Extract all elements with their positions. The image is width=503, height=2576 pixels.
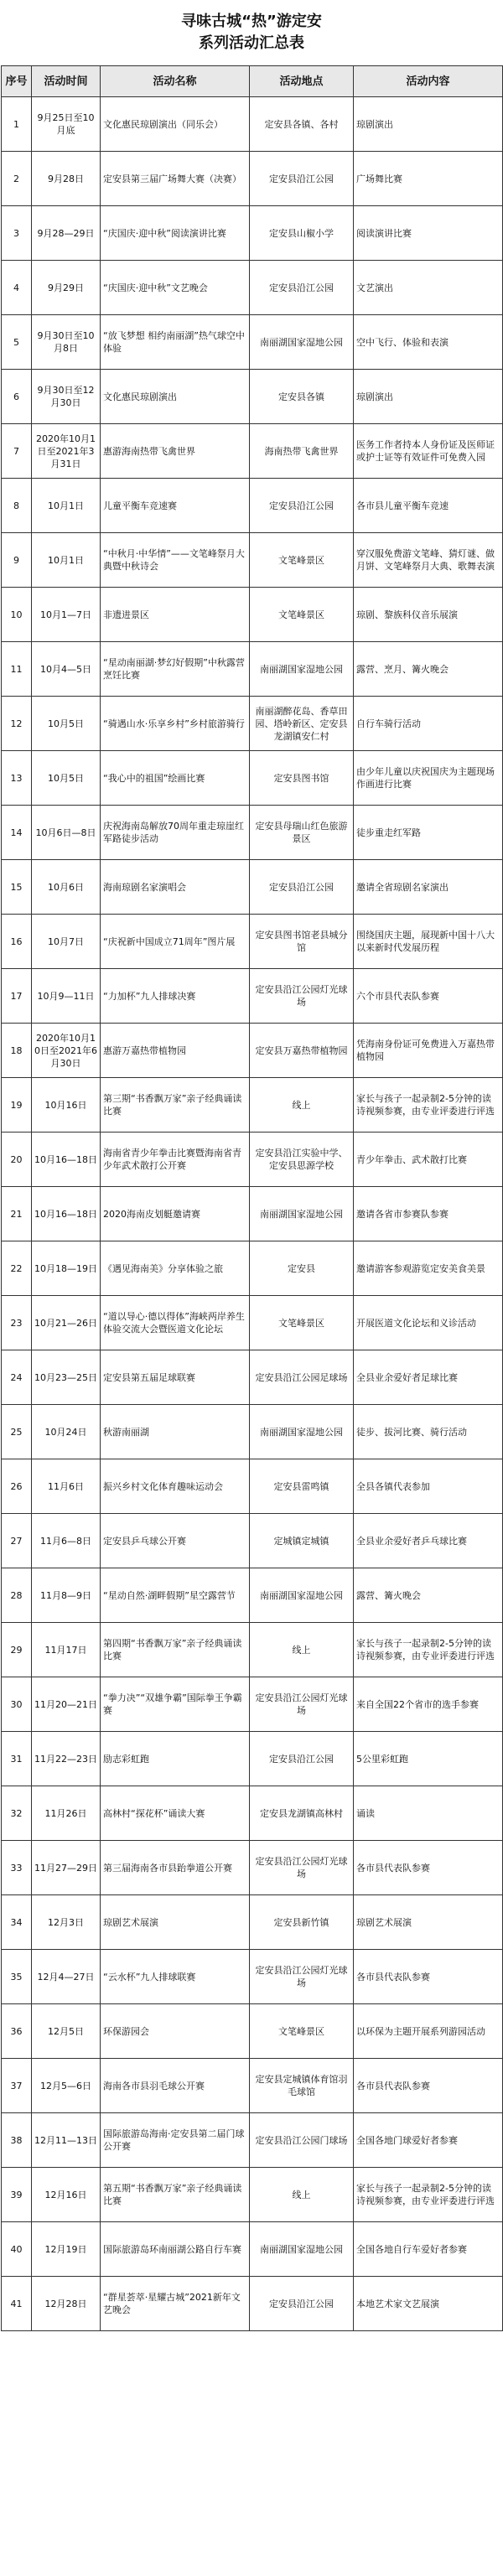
activity-place: 定安县雷鸣镇 (250, 1459, 354, 1514)
row-number: 38 (2, 2113, 32, 2168)
row-number: 39 (2, 2168, 32, 2222)
activity-name: 文化惠民琼剧演出（同乐会） (101, 97, 250, 152)
activity-content: 凭海南身份证可免费进入万嘉热带植物园 (354, 1024, 503, 1078)
activity-time: 12月19日 (32, 2222, 101, 2277)
table-row (2, 1568, 503, 1623)
activity-time: 11月8—9日 (32, 1568, 101, 1623)
activity-name: “庆祝新中国成立71周年”图片展 (101, 915, 250, 969)
activity-time: 10月5日 (32, 697, 101, 751)
activity-time: 10月6日 (32, 860, 101, 915)
activity-content: 各市县代表队参赛 (354, 2059, 503, 2113)
row-number: 10 (2, 588, 32, 642)
table-row (2, 1895, 503, 1950)
table-row (2, 1405, 503, 1459)
table-row (2, 1296, 503, 1350)
activity-name: 海南省青少年拳击比赛暨海南省青少年武术散打公开赛 (101, 1133, 250, 1187)
activity-name: “力加杯”九人排球决赛 (101, 969, 250, 1024)
activity-name: 文化惠民琼剧演出 (101, 370, 250, 424)
activity-content: 阅读演讲比赛 (354, 206, 503, 261)
activity-time: 9月28日 (32, 152, 101, 206)
activity-name: 第五期“书香飘万家”亲子经典诵读比赛 (101, 2168, 250, 2222)
title-line-2: 系列活动汇总表 (199, 34, 304, 52)
activity-place: 定安县沿江公园门球场 (250, 2113, 354, 2168)
activity-name: 《遇见海南美》分享体验之旅 (101, 1241, 250, 1296)
activity-time: 11月27—29日 (32, 1841, 101, 1895)
table-row (2, 2113, 503, 2168)
activity-name: 定安县第五届足球联赛 (101, 1350, 250, 1405)
activity-place: 定城镇定城镇 (250, 1514, 354, 1568)
table-row (2, 1732, 503, 1786)
row-number: 33 (2, 1841, 32, 1895)
row-number: 27 (2, 1514, 32, 1568)
activity-name: 庆祝海南岛解放70周年重走琼崖红军路徒步活动 (101, 806, 250, 860)
table-row (2, 642, 503, 697)
table-header-row (2, 66, 503, 97)
activity-place: 定安县沿江公园灯光球场 (250, 969, 354, 1024)
row-number: 5 (2, 315, 32, 370)
activity-time: 10月18—19日 (32, 1241, 101, 1296)
row-number: 17 (2, 969, 32, 1024)
activity-place: 定安县沿江公园灯光球场 (250, 1841, 354, 1895)
activity-name: 秋游南丽湖 (101, 1405, 250, 1459)
row-number: 31 (2, 1732, 32, 1786)
row-number: 34 (2, 1895, 32, 1950)
activity-time: 12月3日 (32, 1895, 101, 1950)
table-row (2, 97, 503, 152)
row-number: 30 (2, 1677, 32, 1732)
activity-name: “道以导心·德以得体”海峡两岸养生体验交流大会暨医道文化论坛 (101, 1296, 250, 1350)
table-row (2, 751, 503, 806)
activity-place: 定安县新竹镇 (250, 1895, 354, 1950)
activity-name: “星动自然·湖畔假期”星空露营节 (101, 1568, 250, 1623)
activity-place: 定安县母瑞山红色旅游景区 (250, 806, 354, 860)
activity-time: 9月28—29日 (32, 206, 101, 261)
document-title (0, 0, 503, 65)
activity-time: 12月11—13日 (32, 2113, 101, 2168)
activity-place: 定安县图书馆老县城分馆 (250, 915, 354, 969)
activity-place: 定安县龙湖镇高林村 (250, 1786, 354, 1841)
activity-time: 12月5日 (32, 2004, 101, 2059)
activity-content: 各市县代表队参赛 (354, 1950, 503, 2004)
activity-content: 自行车骑行活动 (354, 697, 503, 751)
table-row (2, 533, 503, 588)
activity-content: 露营、篝火晚会 (354, 1568, 503, 1623)
table-row (2, 2168, 503, 2222)
activity-time: 12月28日 (32, 2277, 101, 2331)
activity-time: 10月16—18日 (32, 1133, 101, 1187)
activity-name: “骑遇山水·乐享乡村”乡村旅游骑行 (101, 697, 250, 751)
title-line-1: 寻味古城“热”游定安 (181, 13, 322, 30)
row-number: 16 (2, 915, 32, 969)
activity-place: 南丽湖国家湿地公园 (250, 1568, 354, 1623)
activity-name: 励志彩虹跑 (101, 1732, 250, 1786)
activity-name: “庆国庆·迎中秋”阅读演讲比赛 (101, 206, 250, 261)
activity-place: 南丽湖国家湿地公园 (250, 642, 354, 697)
table-row (2, 1623, 503, 1677)
table-row (2, 1241, 503, 1296)
row-number: 8 (2, 479, 32, 533)
activity-place: 定安县沿江公园 (250, 860, 354, 915)
row-number: 14 (2, 806, 32, 860)
row-number: 35 (2, 1950, 32, 2004)
table-row (2, 1350, 503, 1405)
activity-time: 9月25日至10月底 (32, 97, 101, 152)
activity-time: 10月9—11日 (32, 969, 101, 1024)
activity-place: 南丽湖国家湿地公园 (250, 1187, 354, 1241)
activity-content: 广场舞比赛 (354, 152, 503, 206)
activity-time: 11月6日 (32, 1459, 101, 1514)
activity-time: 10月16—18日 (32, 1187, 101, 1241)
activity-content: 邀请游客参观游览定安美食美景 (354, 1241, 503, 1296)
activity-place: 线上 (250, 1623, 354, 1677)
activity-content: 文艺演出 (354, 261, 503, 315)
activity-name: “群星荟萃·星耀古城”2021新年文艺晚会 (101, 2277, 250, 2331)
header-name: 活动名称 (101, 66, 250, 97)
row-number: 3 (2, 206, 32, 261)
activity-content: 全国各地门球爱好者参赛 (354, 2113, 503, 2168)
activity-time: 10月4—5日 (32, 642, 101, 697)
activity-place: 海南热带飞禽世界 (250, 424, 354, 479)
activity-name: 琼剧艺术展演 (101, 1895, 250, 1950)
row-number: 40 (2, 2222, 32, 2277)
activity-time: 11月26日 (32, 1786, 101, 1841)
row-number: 37 (2, 2059, 32, 2113)
activity-place: 定安县沿江公园灯光球场 (250, 1950, 354, 2004)
activity-time: 11月6—8日 (32, 1514, 101, 1568)
activity-name: “星动南丽湖·梦幻好假期”中秋露营烹饪比赛 (101, 642, 250, 697)
activity-content: 各市县代表队参赛 (354, 1841, 503, 1895)
table-row (2, 1459, 503, 1514)
row-number: 25 (2, 1405, 32, 1459)
activity-content: 全县业余爱好者乒乓球比赛 (354, 1514, 503, 1568)
activity-place: 文笔峰景区 (250, 2004, 354, 2059)
table-row (2, 315, 503, 370)
table-row (2, 588, 503, 642)
row-number: 29 (2, 1623, 32, 1677)
activity-name: 海南琼剧名家演唱会 (101, 860, 250, 915)
row-number: 24 (2, 1350, 32, 1405)
activity-name: 2020海南皮划艇邀请赛 (101, 1187, 250, 1241)
activity-time: 10月24日 (32, 1405, 101, 1459)
activity-place: 定安县各镇 (250, 370, 354, 424)
activity-place: 南丽湖国家湿地公园 (250, 2222, 354, 2277)
activity-name: “云水杯”九人排球联赛 (101, 1950, 250, 2004)
table-row (2, 969, 503, 1024)
activity-place: 定安县各镇、各村 (250, 97, 354, 152)
activity-place: 定安县图书馆 (250, 751, 354, 806)
table-row (2, 261, 503, 315)
activity-place: 定安县沿江公园灯光球场 (250, 1677, 354, 1732)
activity-content: 邀请各省市参赛队参赛 (354, 1187, 503, 1241)
activity-name: 惠游万嘉热带植物园 (101, 1024, 250, 1078)
activity-content: 徒步、拔河比赛、骑行活动 (354, 1405, 503, 1459)
row-number: 7 (2, 424, 32, 479)
table-row (2, 1841, 503, 1895)
activity-place: 线上 (250, 2168, 354, 2222)
activity-name: “放飞梦想 相约南丽湖”热气球空中体验 (101, 315, 250, 370)
activity-time: 9月29日 (32, 261, 101, 315)
activity-time: 12月4—27日 (32, 1950, 101, 2004)
activity-name: 国际旅游岛海南·定安县第二届门球公开赛 (101, 2113, 250, 2168)
activity-time: 10月23—25日 (32, 1350, 101, 1405)
activity-content: 家长与孩子一起录制2-5分钟的读诗视频参赛，由专业评委进行评选 (354, 1623, 503, 1677)
activity-time: 10月1日 (32, 479, 101, 533)
activity-content: 邀请全省琼剧名家演出 (354, 860, 503, 915)
activity-name: 第三期“书香飘万家”亲子经典诵读比赛 (101, 1078, 250, 1133)
activity-time: 10月7日 (32, 915, 101, 969)
activity-content: 来自全国22个省市的选手参赛 (354, 1677, 503, 1732)
table-body (2, 97, 503, 2331)
table-row (2, 1024, 503, 1078)
activity-content: 家长与孩子一起录制2-5分钟的读诗视频参赛，由专业评委进行评选 (354, 2168, 503, 2222)
activity-content: 各市县儿童平衡车竞速 (354, 479, 503, 533)
row-number: 12 (2, 697, 32, 751)
activity-name: 非遗进景区 (101, 588, 250, 642)
activity-time: 2020年10月10日至2021年6月30日 (32, 1024, 101, 1078)
activity-content: 琼剧演出 (354, 370, 503, 424)
activity-name: 定安县第三届广场舞大赛（决赛） (101, 152, 250, 206)
row-number: 19 (2, 1078, 32, 1133)
activity-time: 9月30日至12月30日 (32, 370, 101, 424)
header-place: 活动地点 (250, 66, 354, 97)
activity-name: “庆国庆·迎中秋”文艺晚会 (101, 261, 250, 315)
table-row (2, 1950, 503, 2004)
table-row (2, 2004, 503, 2059)
header-number: 序号 (2, 66, 32, 97)
activity-content: 琼剧艺术展演 (354, 1895, 503, 1950)
activity-content: 医务工作者持本人身份证及医师证或护士证等有效证件可免费入园 (354, 424, 503, 479)
activity-place: 文笔峰景区 (250, 533, 354, 588)
activity-place: 线上 (250, 1078, 354, 1133)
activity-place: 定安县沿江公园 (250, 152, 354, 206)
activity-content: 全国各地自行车爱好者参赛 (354, 2222, 503, 2277)
activity-place: 定安县山椒小学 (250, 206, 354, 261)
row-number: 22 (2, 1241, 32, 1296)
activity-time: 12月5—6日 (32, 2059, 101, 2113)
activity-content: 露营、烹月、篝火晚会 (354, 642, 503, 697)
table-row (2, 370, 503, 424)
activity-content: 全县业余爱好者足球比赛 (354, 1350, 503, 1405)
activity-content: 全县各镇代表参加 (354, 1459, 503, 1514)
activity-content: 六个市县代表队参赛 (354, 969, 503, 1024)
activity-place: 定安县万嘉热带植物园 (250, 1024, 354, 1078)
activity-name: “拳力决”“双雄争霸”国际拳王争霸赛 (101, 1677, 250, 1732)
row-number: 15 (2, 860, 32, 915)
activity-place: 文笔峰景区 (250, 588, 354, 642)
row-number: 20 (2, 1133, 32, 1187)
table-row (2, 2059, 503, 2113)
row-number: 41 (2, 2277, 32, 2331)
table-row (2, 1514, 503, 1568)
activity-name: 高林村“探花杯”诵读大赛 (101, 1786, 250, 1841)
activity-content: 本地艺术家文艺展演 (354, 2277, 503, 2331)
activity-time: 10月5日 (32, 751, 101, 806)
table-row (2, 152, 503, 206)
activity-place: 定安县沿江公园 (250, 261, 354, 315)
activity-place: 定安县沿江实验中学、定安县思源学校 (250, 1133, 354, 1187)
activity-name: 儿童平衡车竞速赛 (101, 479, 250, 533)
table-row (2, 1133, 503, 1187)
activity-time: 9月30日至10月8日 (32, 315, 101, 370)
activity-time: 12月16日 (32, 2168, 101, 2222)
activity-content: 琼剧、黎族科仪音乐展演 (354, 588, 503, 642)
row-number: 23 (2, 1296, 32, 1350)
row-number: 9 (2, 533, 32, 588)
activity-place: 南丽湖醉花岛、香草田园、塔岭新区、定安县龙湖镇安仁村 (250, 697, 354, 751)
row-number: 4 (2, 261, 32, 315)
activity-name: 第三届海南各市县跆拳道公开赛 (101, 1841, 250, 1895)
activity-place: 定安县沿江公园 (250, 2277, 354, 2331)
activity-name: 环保游园会 (101, 2004, 250, 2059)
activity-place: 定安县沿江公园 (250, 479, 354, 533)
activity-content: 开展医道文化论坛和义诊活动 (354, 1296, 503, 1350)
activity-content: 家长与孩子一起录制2-5分钟的读诗视频参赛，由专业评委进行评选 (354, 1078, 503, 1133)
activity-place: 定安县 (250, 1241, 354, 1296)
activity-content: 穿汉服免费游文笔峰、猜灯谜、做月饼、文笔峰祭月大典、歌舞表演 (354, 533, 503, 588)
row-number: 28 (2, 1568, 32, 1623)
table-row (2, 206, 503, 261)
activity-content: 青少年拳击、武术散打比赛 (354, 1133, 503, 1187)
row-number: 21 (2, 1187, 32, 1241)
activity-content: 诵读 (354, 1786, 503, 1841)
row-number: 1 (2, 97, 32, 152)
table-row (2, 1078, 503, 1133)
activity-time: 10月21—26日 (32, 1296, 101, 1350)
table-row (2, 860, 503, 915)
activity-name: “中秋月·中华情”——文笔峰祭月大典暨中秋诗会 (101, 533, 250, 588)
activity-content: 围绕国庆主题，展现新中国十八大以来新时代发展历程 (354, 915, 503, 969)
header-time: 活动时间 (32, 66, 101, 97)
activity-place: 定安县沿江公园足球场 (250, 1350, 354, 1405)
activity-name: 国际旅游岛环南丽湖公路自行车赛 (101, 2222, 250, 2277)
activity-time: 11月20—21日 (32, 1677, 101, 1732)
table-row (2, 915, 503, 969)
table-row (2, 1187, 503, 1241)
activity-name: 振兴乡村文化体育趣味运动会 (101, 1459, 250, 1514)
row-number: 6 (2, 370, 32, 424)
activity-content: 由少年儿童以庆祝国庆为主题现场作画进行比赛 (354, 751, 503, 806)
activity-content: 以环保为主题开展系列游园活动 (354, 2004, 503, 2059)
activity-content: 空中飞行、体验和表演 (354, 315, 503, 370)
activity-table (1, 65, 503, 2331)
activity-name: “我心中的祖国”绘画比赛 (101, 751, 250, 806)
activity-name: 惠游海南热带飞禽世界 (101, 424, 250, 479)
activity-time: 11月22—23日 (32, 1732, 101, 1786)
activity-name: 第四期“书香飘万家”亲子经典诵读比赛 (101, 1623, 250, 1677)
activity-content: 5公里彩虹跑 (354, 1732, 503, 1786)
row-number: 26 (2, 1459, 32, 1514)
row-number: 36 (2, 2004, 32, 2059)
activity-place: 文笔峰景区 (250, 1296, 354, 1350)
row-number: 11 (2, 642, 32, 697)
activity-time: 10月1—7日 (32, 588, 101, 642)
activity-place: 定安县定城镇体育馆羽毛球馆 (250, 2059, 354, 2113)
header-content: 活动内容 (354, 66, 503, 97)
row-number: 13 (2, 751, 32, 806)
activity-place: 定安县沿江公园 (250, 1732, 354, 1786)
table-row (2, 2222, 503, 2277)
table-row (2, 1677, 503, 1732)
activity-time: 2020年10月1日至2021年3月31日 (32, 424, 101, 479)
activity-content: 徒步重走红军路 (354, 806, 503, 860)
table-row (2, 806, 503, 860)
activity-time: 11月17日 (32, 1623, 101, 1677)
activity-name: 定安县乒乓球公开赛 (101, 1514, 250, 1568)
row-number: 32 (2, 1786, 32, 1841)
table-row (2, 697, 503, 751)
activity-time: 10月1日 (32, 533, 101, 588)
activity-time: 10月6日—8日 (32, 806, 101, 860)
activity-place: 南丽湖国家湿地公园 (250, 1405, 354, 1459)
activity-content: 琼剧演出 (354, 97, 503, 152)
row-number: 2 (2, 152, 32, 206)
table-row (2, 424, 503, 479)
activity-place: 南丽湖国家湿地公园 (250, 315, 354, 370)
table-row (2, 479, 503, 533)
activity-time: 10月16日 (32, 1078, 101, 1133)
row-number: 18 (2, 1024, 32, 1078)
table-row (2, 1786, 503, 1841)
table-row (2, 2277, 503, 2331)
activity-name: 海南各市县羽毛球公开赛 (101, 2059, 250, 2113)
